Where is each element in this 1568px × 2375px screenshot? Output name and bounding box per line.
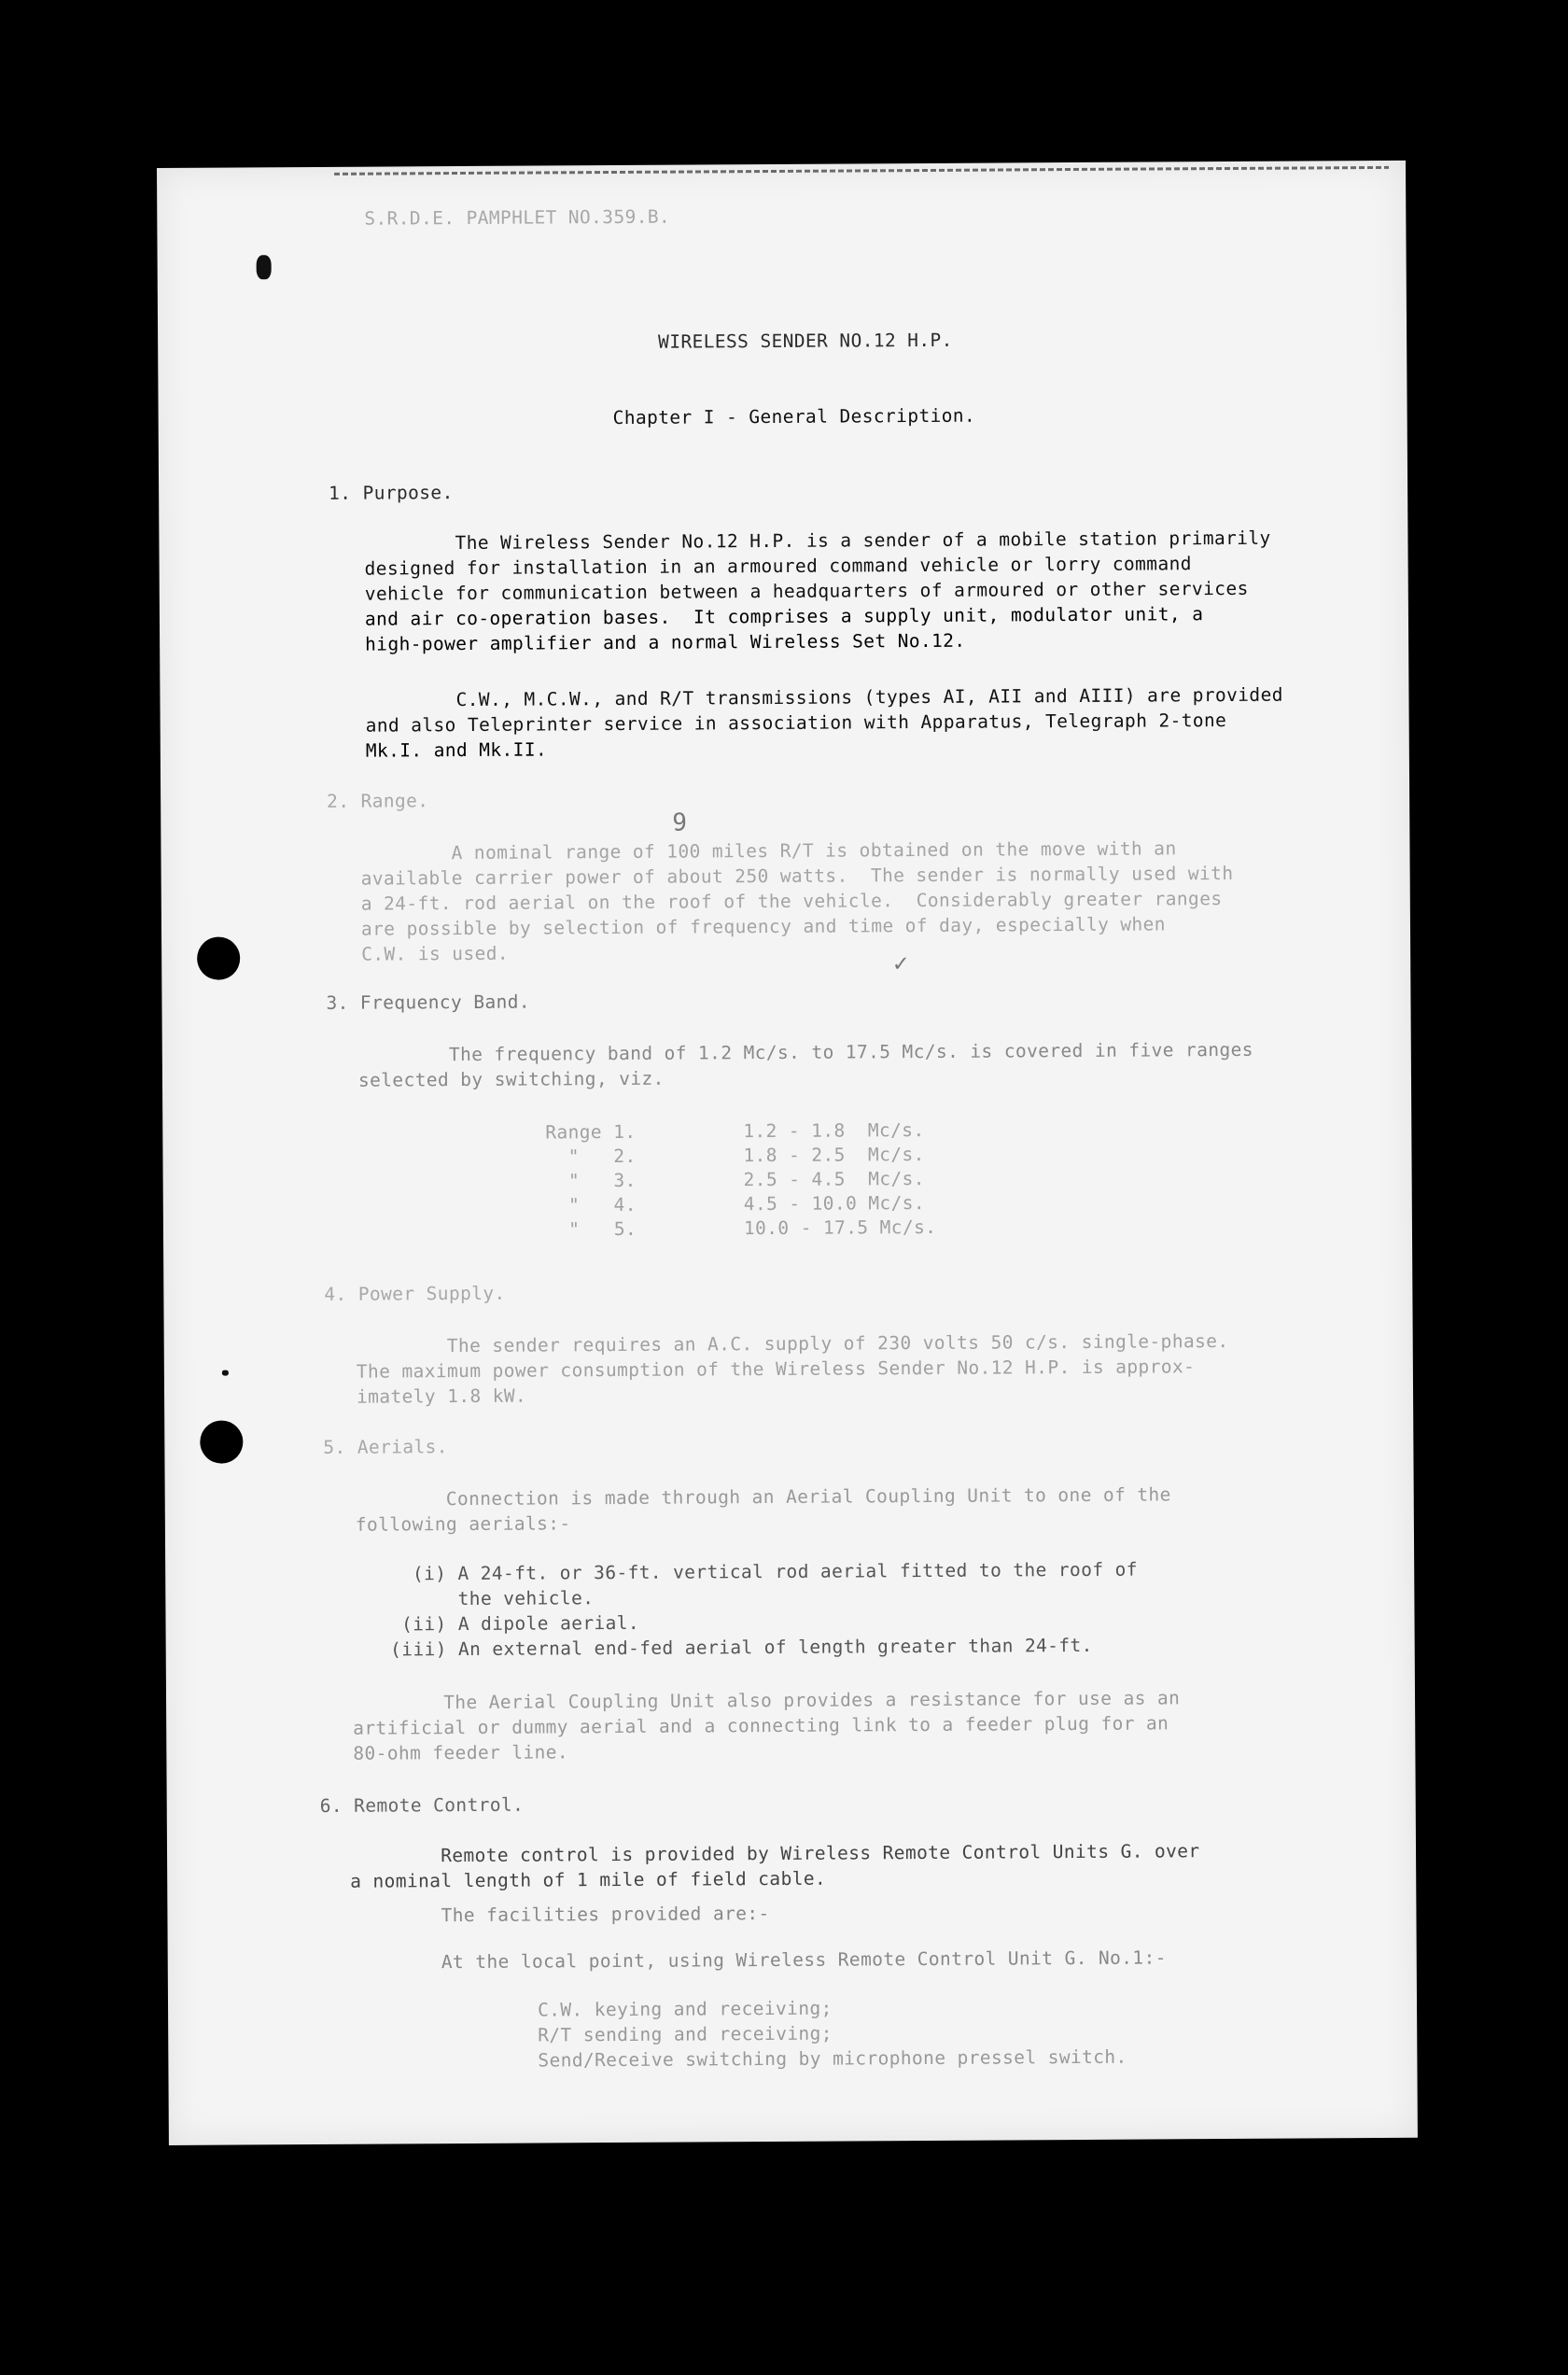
section-heading-range: 2. Range.: [327, 790, 429, 812]
section-heading-power: 4. Power Supply.: [324, 1282, 506, 1305]
table-row: " 5. 10.0 - 17.5 Mc/s.: [545, 1216, 937, 1240]
ink-speck: [257, 255, 272, 279]
purpose-paragraph-2: C.W., M.C.W., and R/T transmissions (types AI, AII and AIII) are provided and also Teleprinter service in association with Apparatus, Telegraph 2-tone Mk.I. and Mk.II.: [365, 683, 1283, 762]
section-heading-frequency: 3. Frequency Band.: [326, 991, 531, 1014]
aerials-list: (i) A 24-ft. or 36-ft. vertical rod aerial fitted to the roof of the vehicle. (ii) A dipole aerial. (iii) An external end-fed aerial of length greater than 24-ft.: [356, 1558, 1138, 1661]
section-heading-purpose: 1. Purpose.: [329, 482, 454, 504]
section-heading-remote: 6. Remote Control.: [319, 1793, 525, 1817]
table-row: " 2. 1.8 - 2.5 Mc/s.: [545, 1143, 925, 1167]
table-row: Range 1. 1.2 - 1.8 Mc/s.: [545, 1118, 925, 1143]
ink-speck-small: [222, 1370, 229, 1376]
frequency-paragraph: The frequency band of 1.2 Mc/s. to 17.5 Mc/s. is covered in five ranges selected by switching, viz.: [357, 1038, 1253, 1091]
punch-hole-lower: [200, 1420, 243, 1463]
remote-facilities-list: C.W. keying and receiving; R/T sending and receiving; Send/Receive switching by microphone pressel switch.: [537, 1997, 1127, 2072]
page-top-edge: [334, 166, 1389, 176]
range-paragraph: A nominal range of 100 miles R/T is obtained on the move with an available carrier power of about 250 watts. The sender is normally used with a 24-ft. rod aerial on the roof of the vehicle. Considerably greater ranges are possible by selection of frequency and time of day, especially when C.W. is used.: [360, 837, 1234, 965]
chapter-heading: Chapter I - General Description.: [612, 404, 976, 429]
document-page: [157, 161, 1418, 2145]
aerials-paragraph-2: The Aerial Coupling Unit also provides a resistance for use as an artificial or dummy aerial and a connecting link to a feeder plug for an 80-ohm feeder line.: [352, 1687, 1181, 1764]
remote-facilities-intro: The facilities provided are:-: [350, 1903, 770, 1927]
pencil-tick-mark: ✓: [893, 949, 908, 978]
pamphlet-header: S.R.D.E. PAMPHLET NO.359.B.: [364, 205, 671, 230]
section-heading-aerials: 5. Aerials.: [323, 1436, 448, 1458]
aerials-paragraph-1: Connection is made through an Aerial Coupling Unit to one of the following aerials:-: [355, 1483, 1171, 1536]
document-title: WIRELESS SENDER NO.12 H.P.: [658, 329, 953, 353]
pencil-annotation-nine: 9: [672, 808, 688, 837]
remote-paragraph-1: Remote control is provided by Wireless Remote Control Units G. over a nominal length of 1 mile of field cable.: [349, 1840, 1200, 1892]
purpose-paragraph-1: The Wireless Sender No.12 H.P. is a sender of a mobile station primarily designed for installation in an armoured command vehicle or lorry command vehicle for communication between a headquarters of armoured or other services and air co-operation bases. It comprises a supply unit, modulator unit, a high-power amplifier and a normal Wireless Set No.12.: [364, 527, 1271, 655]
punch-hole-upper: [197, 936, 240, 979]
table-row: " 4. 4.5 - 10.0 Mc/s.: [545, 1191, 926, 1216]
power-paragraph: The sender requires an A.C. supply of 230 volts 50 c/s. single-phase. The maximum power consumption of the Wireless Sender No.12 H.P. is approx- imately 1.8 kW.: [356, 1330, 1229, 1408]
remote-local-point: At the local point, using Wireless Remote Control Unit G. No.1:-: [350, 1946, 1167, 1974]
table-row: " 3. 2.5 - 4.5 Mc/s.: [545, 1167, 925, 1191]
frequency-ranges-table: [545, 1117, 936, 1242]
